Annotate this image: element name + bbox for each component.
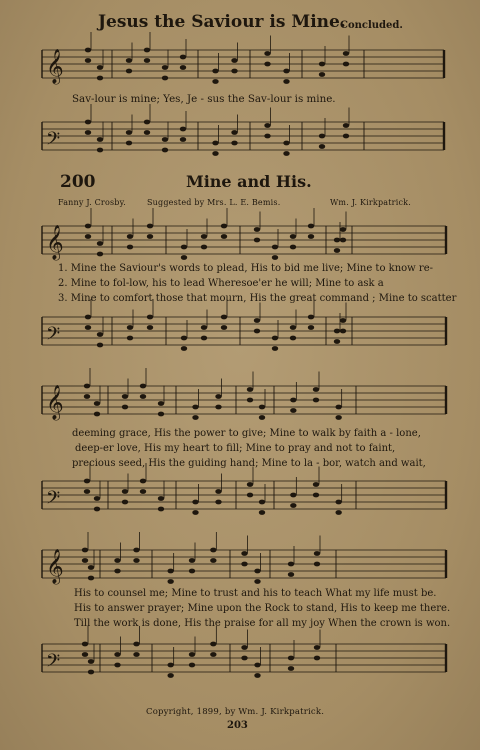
prev-treble-staff bbox=[0, 46, 480, 86]
page-number: 203 bbox=[227, 720, 248, 731]
system2-treble-staff bbox=[0, 382, 480, 422]
system2-verse1: deeming grace, His the power to give; Mine to walk by faith a - lone, bbox=[72, 428, 421, 439]
system3-treble-staff bbox=[0, 546, 480, 586]
prev-bass-staff bbox=[0, 118, 480, 158]
svg-text:𝄢: 𝄢 bbox=[46, 651, 61, 676]
system1-verse2: 2. Mine to fol-low, his to lead Wheresoe'er he will; Mine to ask a bbox=[58, 278, 384, 289]
copyright-line: Copyright, 1899, by Wm. J. Kirkpatrick. bbox=[146, 707, 325, 717]
svg-text:𝄢: 𝄢 bbox=[46, 129, 61, 154]
system3-verse3: Till the work is done, His the praise for all my joy When the crown is won. bbox=[74, 618, 451, 629]
credit-author: Fanny J. Crosby. bbox=[58, 198, 127, 207]
system2-verse2: deep-er love, His my heart to fill; Mine to pray and not to faint, bbox=[75, 443, 396, 454]
svg-text:𝄞: 𝄞 bbox=[46, 49, 64, 84]
svg-text:𝄞: 𝄞 bbox=[46, 225, 64, 260]
credit-suggested: Suggested by Mrs. L. E. Bemis. bbox=[147, 198, 281, 207]
system1-bass-staff bbox=[0, 313, 480, 353]
svg-text:𝄢: 𝄢 bbox=[46, 324, 61, 349]
credit-composer: Wm. J. Kirkpatrick. bbox=[330, 198, 411, 207]
svg-text:𝄢: 𝄢 bbox=[46, 488, 61, 513]
concluded-label: Concluded. bbox=[340, 20, 403, 31]
system2-bass-staff bbox=[0, 477, 480, 517]
prev-hymn-title: Jesus the Saviour is Mine. bbox=[98, 12, 346, 32]
system1-treble-staff bbox=[0, 222, 480, 262]
system1-verse3: 3. Mine to comfort those that mourn, His the great command ; Mine to scatter bbox=[58, 293, 457, 304]
prev-lyric-line: Sav-lour is mine; Yes, Je - sus the Sav-lour is mine. bbox=[72, 93, 336, 105]
system2-verse3: precious seed, His the guiding hand; Mine to la - bor, watch and wait, bbox=[72, 458, 426, 469]
system1-verse1: 1. Mine the Saviour's words to plead, His to bid me live; Mine to know re- bbox=[58, 263, 433, 274]
hymn-number: 200 bbox=[60, 172, 96, 192]
svg-text:𝄞: 𝄞 bbox=[46, 549, 64, 584]
hymn-title: Mine and His. bbox=[186, 172, 312, 191]
system3-verse2: His to answer prayer; Mine upon the Rock to stand, His to keep me there. bbox=[74, 603, 451, 614]
system3-bass-staff bbox=[0, 640, 480, 680]
system3-verse1: His to counsel me; Mine to trust and his to teach What my life must be. bbox=[74, 588, 437, 599]
svg-text:𝄞: 𝄞 bbox=[46, 385, 64, 420]
